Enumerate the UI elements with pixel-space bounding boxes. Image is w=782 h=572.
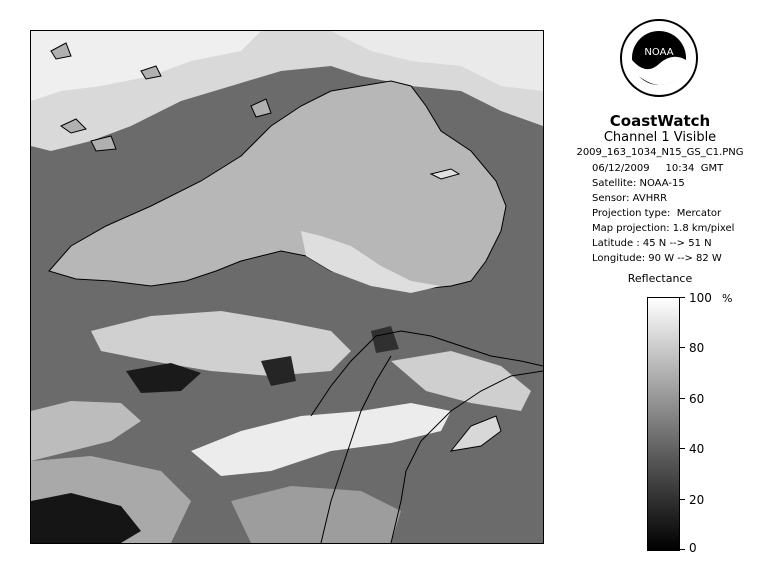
brand-title: CoastWatch xyxy=(609,112,711,130)
latitude-label: Latitude : 45 N --> 51 N xyxy=(592,238,712,249)
scale-tick-label: 40 xyxy=(689,442,705,456)
scale-title: Reflectance xyxy=(627,272,693,285)
noaa-logo xyxy=(619,18,699,98)
projection-type-label: Projection type: Mercator xyxy=(592,208,722,219)
scale-tick-label: 20 xyxy=(689,493,705,507)
satellite-image xyxy=(30,30,544,544)
scale-tick-label: 80 xyxy=(689,341,705,355)
satellite-label: Satellite: NOAA-15 xyxy=(592,178,685,189)
channel-title: Channel 1 Visible xyxy=(603,130,717,145)
scale-unit: % xyxy=(722,292,733,305)
scale-tick-label: 0 xyxy=(689,541,697,555)
scale-tick xyxy=(679,398,685,399)
scale-tick xyxy=(679,448,685,449)
longitude-label: Longitude: 90 W --> 82 W xyxy=(592,253,722,264)
svg-text:NOAA: NOAA xyxy=(644,47,674,58)
reflectance-color-bar xyxy=(647,297,680,551)
scale-tick-label: 60 xyxy=(689,392,705,406)
map-projection-label: Map projection: 1.8 km/pixel xyxy=(592,223,735,234)
satellite-image-drawing xyxy=(31,31,543,543)
scale-tick xyxy=(679,499,685,500)
sensor-label: Sensor: AVHRR xyxy=(592,193,668,204)
scale-tick xyxy=(679,347,685,348)
datetime-label: 06/12/2009 10:34 GMT xyxy=(592,163,724,174)
filename-label: 2009_163_1034_N15_GS_C1.PNG xyxy=(576,147,744,158)
scale-tick xyxy=(679,549,685,550)
noaa-seal-icon xyxy=(619,18,699,98)
scale-tick xyxy=(679,297,685,298)
scale-tick-label: 100 xyxy=(689,291,712,305)
